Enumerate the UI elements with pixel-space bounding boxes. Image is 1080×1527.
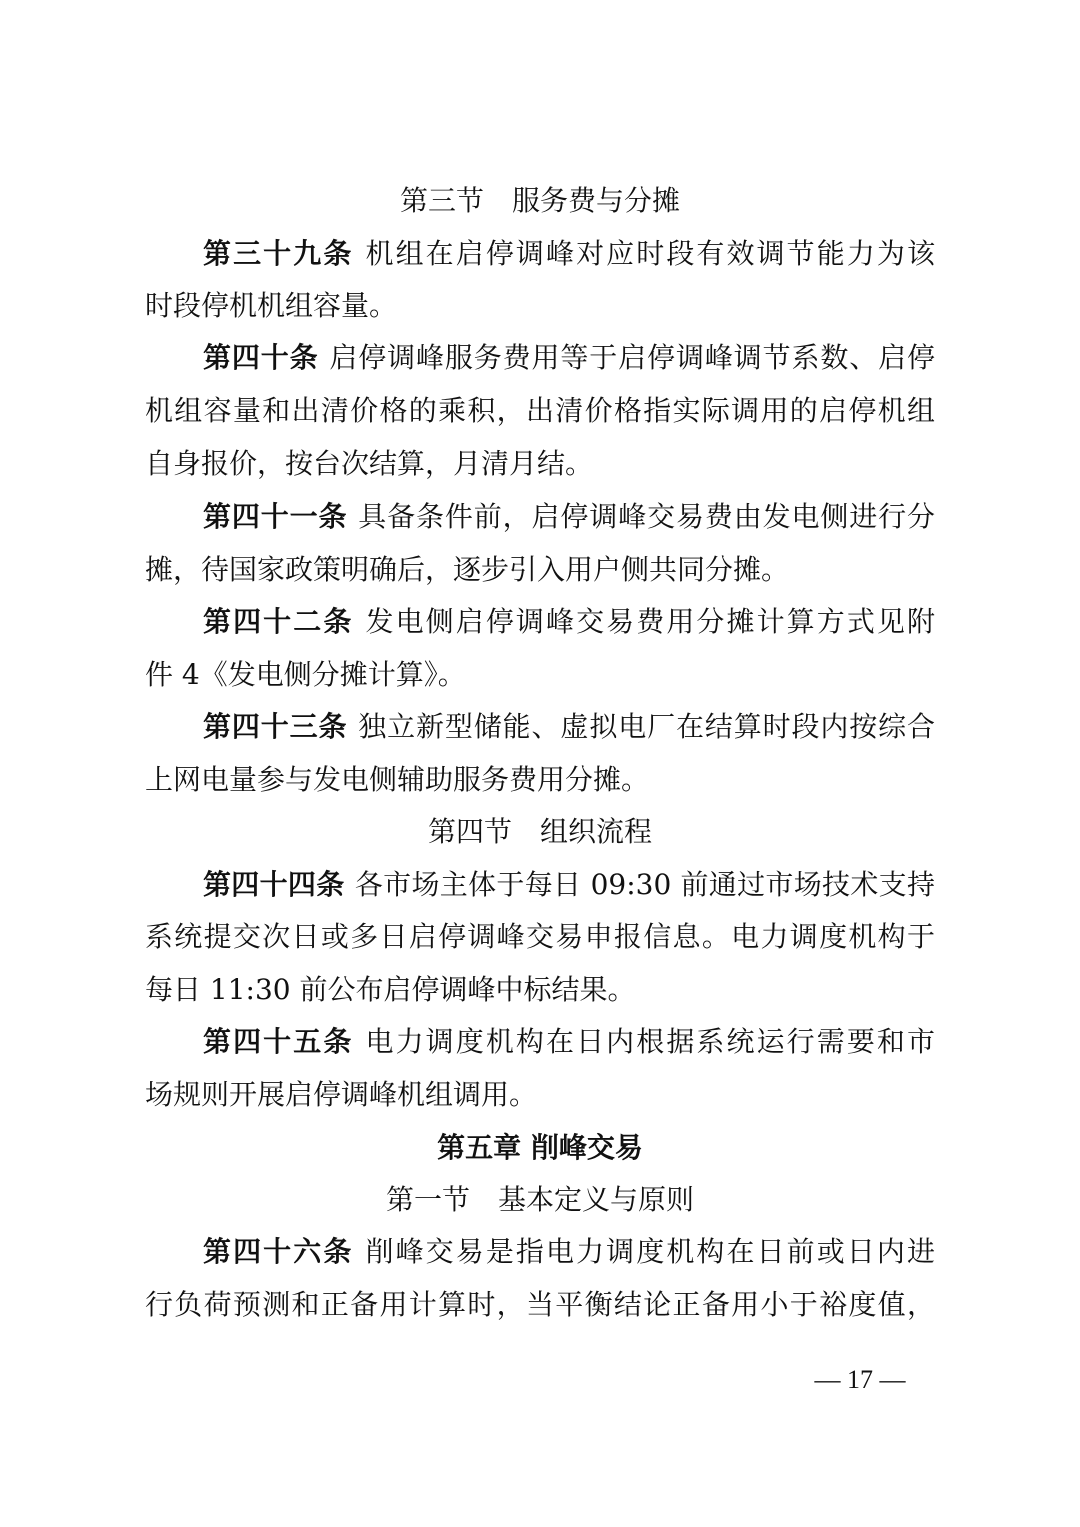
article-41-line-2: 摊，待国家政策明确后，逐步引入用户侧共同分摊。 [145,553,790,586]
article-label: 第四十四条 [203,868,345,901]
article-label: 第四十五条 [203,1025,354,1058]
article-text: 削峰交易是指电力调度机构在日前或日内进 [363,1235,935,1268]
article-text: 具备条件前，启停调峰交易费由发电侧进行分 [357,500,935,533]
article-45-line-1 [203,1022,935,1062]
article-text: 各市场主体于每日 09:30 前通过市场技术支持 [354,868,935,901]
section-number: 第四节 [427,815,512,848]
article-40-line-1 [203,338,935,378]
article-39-line-1 [203,234,935,274]
article-label: 第四十条 [203,341,319,374]
article-label: 第四十一条 [203,500,348,533]
article-label: 第四十二条 [203,605,354,638]
article-46-line-1 [203,1232,935,1272]
article-39-line-2: 时段停机机组容量。 [145,289,398,322]
article-text: 机组在启停调峰对应时段有效调节能力为该 [363,237,935,270]
section-heading-1 [0,1180,1080,1220]
section-number: 第一节 [385,1183,470,1216]
article-40-line-2: 机组容量和出清价格的乘积，出清价格指实际调用的启停机组 [145,394,935,427]
article-44-line-1 [203,865,935,905]
article-41-line-1 [203,497,935,537]
article-46-line-2: 行负荷预测和正备用计算时，当平衡结论正备用小于裕度值， [145,1288,935,1321]
section-heading-3 [0,181,1080,221]
article-44-line-2: 系统提交次日或多日启停调峰交易申报信息。电力调度机构于 [145,920,935,953]
article-43-line-2: 上网电量参与发电侧辅助服务费用分摊。 [145,763,650,796]
article-text: 发电侧启停调峰交易费用分摊计算方式见附 [363,605,935,638]
section-title: 基本定义与原则 [498,1183,695,1216]
article-42-line-1 [203,602,935,642]
section-title: 服务费与分摊 [512,184,681,217]
article-45-line-2: 场规则开展启停调峰机组调用。 [145,1078,538,1111]
page-number: — 17 — [814,1365,906,1394]
article-40-line-3: 自身报价，按台次结算，月清月结。 [145,447,594,480]
article-text: 独立新型储能、虚拟电厂在结算时段内按综合 [357,710,935,743]
article-text: 电力调度机构在日内根据系统运行需要和市 [363,1025,935,1058]
section-heading-4 [0,812,1080,852]
section-title: 组织流程 [540,815,653,848]
article-label: 第四十六条 [203,1235,354,1268]
article-text: 启停调峰服务费用等于启停调峰调节系数、启停 [328,341,935,374]
article-43-line-1 [203,707,935,747]
chapter-heading-5: 第五章 削峰交易 [437,1131,643,1164]
article-44-line-3: 每日 11:30 前公布启停调峰中标结果。 [145,973,636,1006]
section-number: 第三节 [399,184,484,217]
article-label: 第四十三条 [203,710,348,743]
article-label: 第三十九条 [203,237,354,270]
article-42-line-2: 件 4《发电侧分摊计算》。 [145,658,466,691]
